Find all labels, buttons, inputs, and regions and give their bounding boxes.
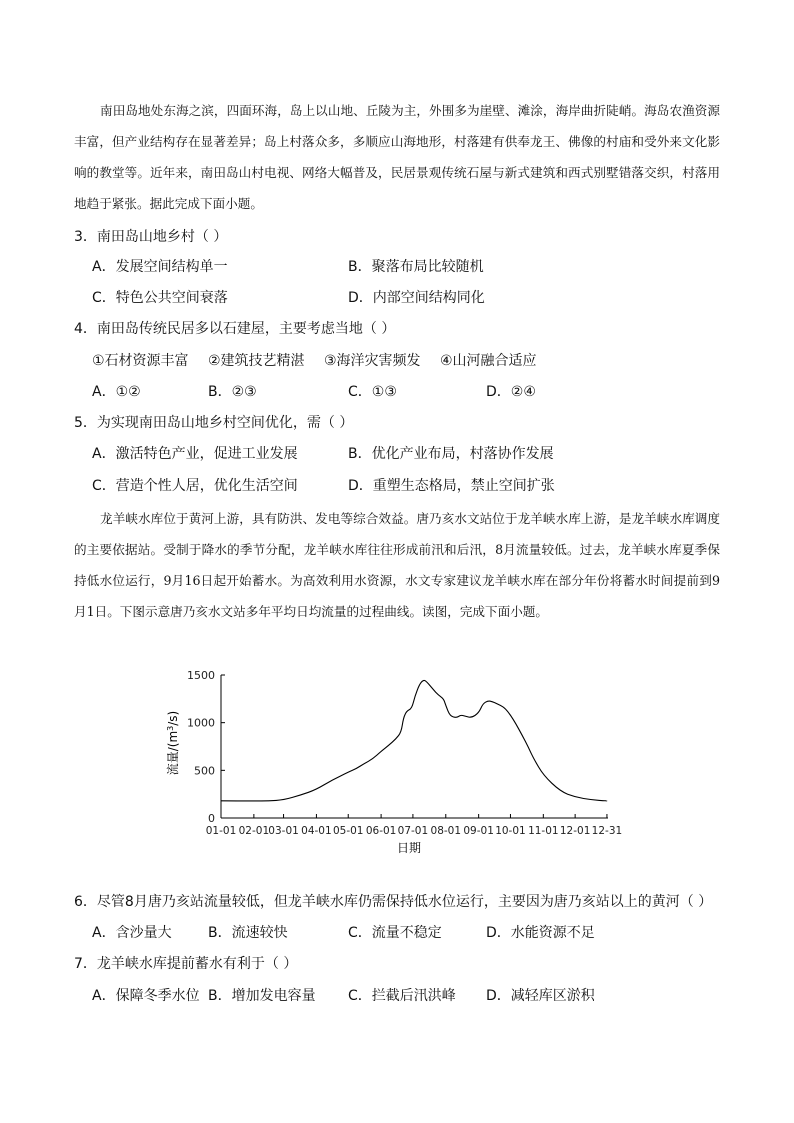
y-axis-label-main: 流量/(m [166, 730, 180, 776]
q6-option-d[interactable]: D．水能资源不足 [486, 925, 595, 941]
question-6-stem: 6．尽管8月唐乃亥站流量较低，但龙羊峡水库仍需保持低水位运行，主要因为唐乃亥站以上的黄河（ ） [74, 894, 713, 910]
series-line-flow [221, 680, 607, 801]
passage-nantian-text: 南田岛地处东海之滨，四面环海，岛上以山地、丘陵为主，外围多为崖壁、滩涂，海岸曲折陡峭。海岛农渔资源丰富，但产业结构存在显著差异；岛上村落众多，多顺应山海地形，村落建有供奉龙王、佛像的村庙和受外来文化影响的教堂等。近年来，南田岛山村电视、网络大幅普及，民居景观传统石屋与新式建筑和西式别墅错落交织，村落用地趋于紧张。据此完成下面小题。 [74, 103, 720, 211]
y-tick-label: 500 [194, 764, 215, 778]
passage-longyangxia-text: 龙羊峡水库位于黄河上游，具有防洪、发电等综合效益。唐乃亥水文站位于龙羊峡水库上游，是龙羊峡水库调度的主要依据站。受制于降水的季节分配，龙羊峡水库往往形成前汛和后汛，8月流量较低。过去，龙羊峡水库夏季保持低水位运行，9月16日起开始蓄水。为高效利用水资源，水文专家建议龙羊峡水库在部分年份将蓄水时间提前到9月1日。下图示意唐乃亥水文站多年平均日均流量的过程曲线。读图，完成下面小题。 [74, 511, 720, 619]
x-tick-label: 07-01 [397, 825, 429, 837]
q3-option-c[interactable]: C．特色公共空间衰落 [92, 290, 228, 306]
q4-option-b[interactable]: B．②③ [208, 384, 257, 400]
q5-option-c[interactable]: C．营造个性人居，优化生活空间 [92, 478, 298, 494]
passage-nantian [74, 95, 720, 219]
x-tick-label: 04-01 [301, 825, 332, 837]
q4-item-1: ①石材资源丰富 [92, 353, 189, 369]
x-tick-label: 11-01 [528, 825, 559, 837]
q3-option-b[interactable]: B．聚落布局比较随机 [348, 259, 484, 275]
y-tick-label: 1500 [187, 669, 215, 682]
q6-option-a[interactable]: A．含沙量大 [92, 925, 172, 941]
x-tick-label: 08-01 [430, 825, 462, 837]
q7-option-c[interactable]: C．拦截后汛洪峰 [348, 988, 456, 1004]
q4-item-2: ②建筑技艺精湛 [208, 353, 305, 369]
q3-option-d[interactable]: D．内部空间结构同化 [348, 290, 485, 306]
x-tick-label: 05-01 [332, 825, 364, 837]
q5-option-b[interactable]: B．优化产业布局，村落协作发展 [348, 446, 554, 462]
q5-option-d[interactable]: D．重塑生态格局，禁止空间扩张 [348, 478, 555, 494]
x-tick-label: 02-01 [238, 825, 270, 837]
x-tick-label: 03-01 [268, 825, 299, 837]
q6-option-b[interactable]: B．流速较快 [208, 925, 288, 941]
q5-option-a[interactable]: A．激活特色产业，促进工业发展 [92, 446, 298, 462]
y-tick-label: 0 [208, 812, 215, 825]
y-axis-label-tail: /s) [166, 710, 180, 726]
x-tick-label: 06-01 [365, 825, 397, 837]
q4-option-c[interactable]: C．①③ [348, 384, 397, 400]
question-5-stem: 5．为实现南田岛山地乡村空间优化，需（ ） [74, 415, 354, 431]
q3-option-a[interactable]: A．发展空间结构单一 [92, 259, 228, 275]
y-axis-label [165, 711, 180, 776]
flow-chart [0, 655, 794, 865]
x-tick-label: 12-31 [591, 825, 623, 837]
x-tick-label: 12-01 [559, 825, 591, 837]
q7-option-a[interactable]: A．保障冬季水位 [92, 988, 200, 1004]
q6-option-c[interactable]: C．流量不稳定 [348, 925, 442, 941]
y-tick-label: 1000 [187, 716, 215, 730]
q4-item-3: ③海洋灾害频发 [324, 353, 421, 369]
x-tick-label: 09-01 [463, 825, 494, 837]
x-tick-label: 10-01 [495, 825, 526, 837]
q7-option-d[interactable]: D．减轻库区淤积 [486, 988, 595, 1004]
q4-option-d[interactable]: D．②④ [486, 384, 536, 400]
question-7-stem: 7．龙羊峡水库提前蓄水有利于（ ） [74, 956, 298, 972]
question-4-stem: 4．南田岛传统民居多以石建屋，主要考虑当地（ ） [74, 321, 396, 337]
q4-option-a[interactable]: A．①② [92, 384, 141, 400]
y-axis-label-sup: 3 [166, 725, 175, 731]
q7-option-b[interactable]: B．增加发电容量 [208, 988, 316, 1004]
question-3-stem: 3．南田岛山地乡村（ ） [74, 229, 228, 245]
x-tick-label: 01-01 [205, 825, 237, 837]
x-axis-label: 日期 [396, 841, 422, 855]
passage-longyangxia [74, 503, 720, 627]
q4-item-4: ④山河融合适应 [440, 353, 537, 369]
